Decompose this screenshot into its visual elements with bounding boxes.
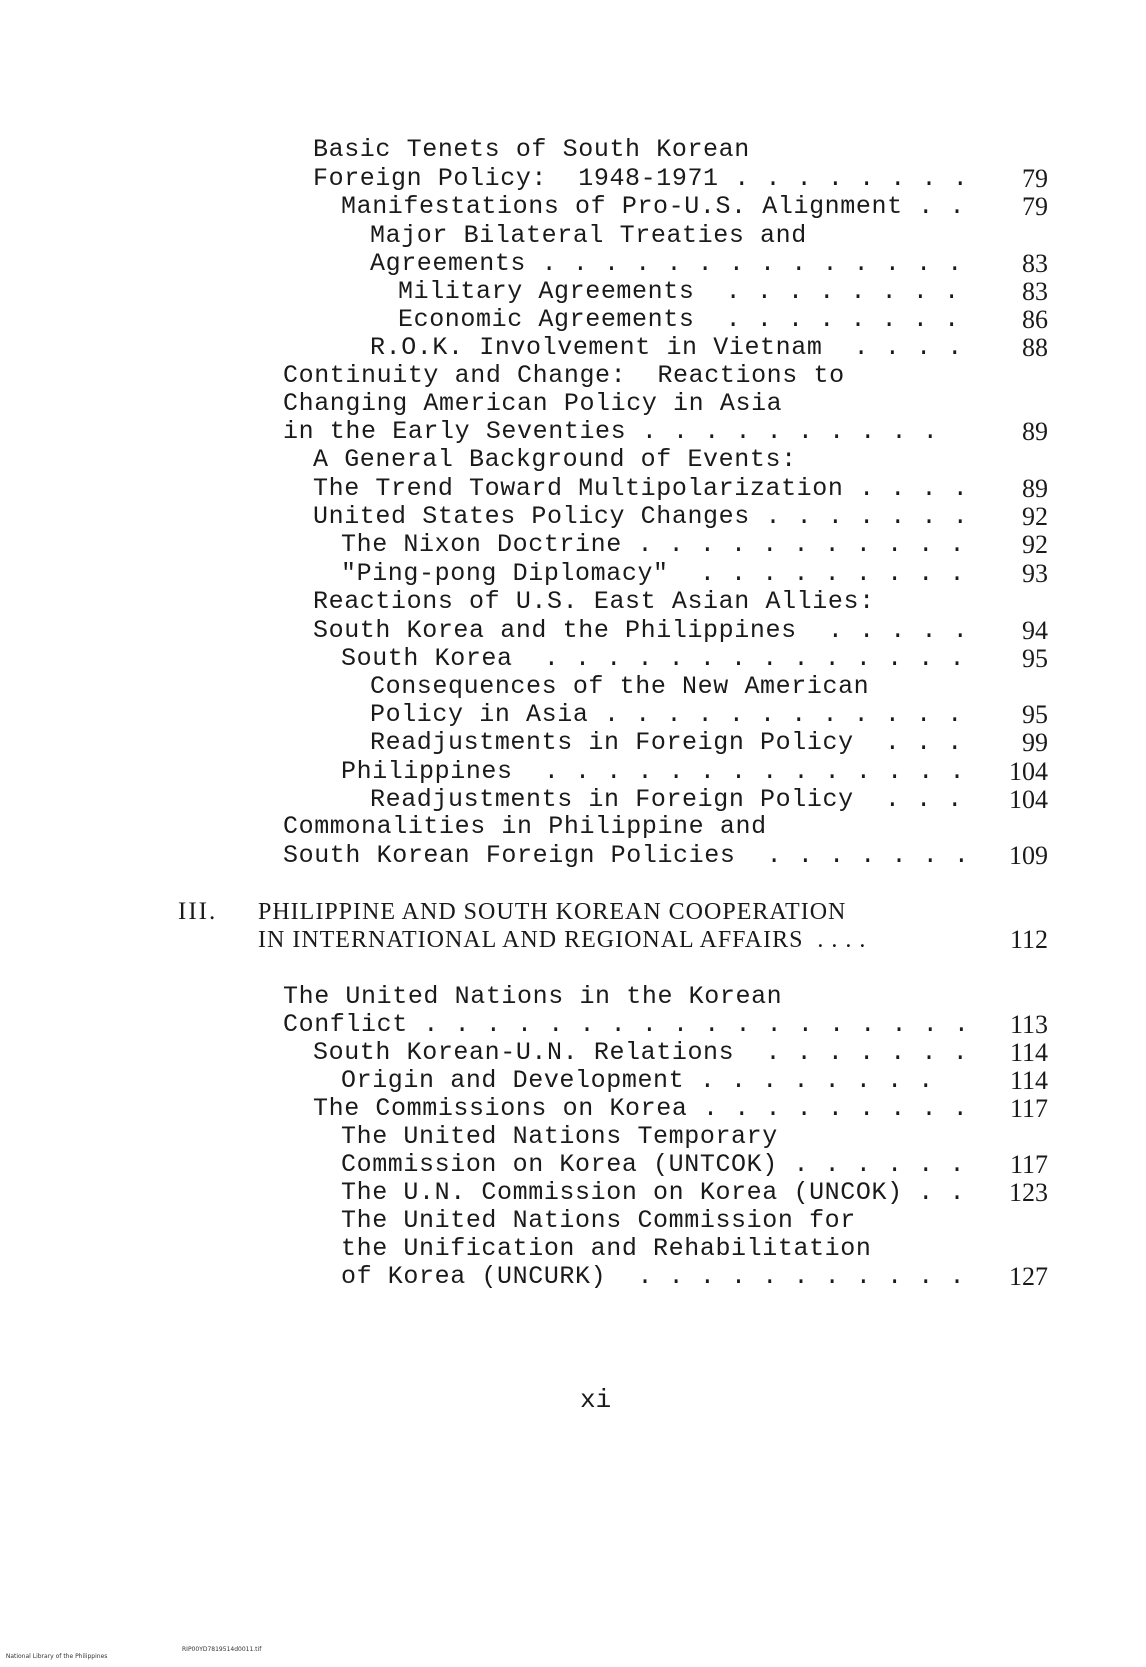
toc-page-number: 114 (1009, 1066, 1048, 1095)
toc-entry-text: Major Bilateral Treaties and (370, 221, 807, 250)
toc-entry-text: South Korean Foreign Policies . . . . . . . (283, 841, 970, 870)
toc-entry-text: South Korean-U.N. Relations . . . . . . . (313, 1038, 969, 1067)
toc-entry-text: Commonalities in Philippine and (283, 812, 767, 841)
toc-page-number: 86 (1022, 305, 1048, 334)
chapter-number: III. (178, 898, 218, 925)
toc-entry-text: United States Policy Changes . . . . . . . (313, 502, 969, 531)
toc-entry-text: Conflict . . . . . . . . . . . . . . . . . . (283, 1010, 970, 1039)
toc-page-number: 99 (1022, 728, 1048, 757)
page-folio: xi (580, 1385, 612, 1415)
toc-page-number: 88 (1022, 333, 1048, 362)
toc-page-number: 83 (1022, 277, 1048, 306)
toc-entry-text: Changing American Policy in Asia (283, 389, 783, 418)
toc-entry-text: Origin and Development . . . . . . . . (341, 1066, 934, 1095)
toc-page-number: 95 (1022, 700, 1048, 729)
toc-entry-text: Foreign Policy: 1948-1971 . . . . . . . . (313, 164, 969, 193)
toc-entry-text: The Trend Toward Multipolarization . . . . (313, 474, 969, 503)
toc-page-number: 114 (1009, 1038, 1048, 1067)
toc-page-number: 113 (1009, 1010, 1048, 1039)
toc-entry-text: The United Nations Temporary (341, 1122, 778, 1151)
toc-entry-text: Policy in Asia . . . . . . . . . . . . (370, 700, 963, 729)
toc-entry-text: Economic Agreements . . . . . . . . (398, 305, 960, 334)
footer-code: RIP00YD7819514d0011.tif (182, 1646, 262, 1653)
toc-page-number: 127 (1009, 1262, 1048, 1291)
chapter-title: PHILIPPINE AND SOUTH KOREAN COOPERATION (258, 899, 847, 925)
toc-page-number: 117 (1009, 1150, 1048, 1179)
footer-library: National Library of the Philippines (5, 1653, 108, 1660)
toc-entry-text: "Ping-pong Diplomacy" . . . . . . . . . (341, 559, 966, 588)
toc-entry-text: The Commissions on Korea . . . . . . . . . (313, 1094, 969, 1123)
toc-entry-text: Military Agreements . . . . . . . . (398, 277, 960, 306)
toc-page-number: 83 (1022, 249, 1048, 278)
toc-page-number: 95 (1022, 644, 1048, 673)
toc-page-number: 112 (1009, 925, 1048, 954)
toc-page-number: 79 (1022, 192, 1048, 221)
toc-entry-text: The U.N. Commission on Korea (UNCOK) . . (341, 1178, 966, 1207)
toc-page-number: 117 (1009, 1094, 1048, 1123)
toc-page-number: 79 (1022, 164, 1048, 193)
toc-entry-text: Readjustments in Foreign Policy . . . (370, 785, 963, 814)
toc-page-number: 94 (1022, 616, 1048, 645)
toc-entry-text: of Korea (UNCURK) . . . . . . . . . . . (341, 1262, 966, 1291)
toc-page-number: 104 (1009, 785, 1048, 814)
toc-entry-text: Consequences of the New American (370, 672, 870, 701)
toc-page-number: 92 (1022, 502, 1048, 531)
toc-page-number: 92 (1022, 530, 1048, 559)
toc-entry-text: South Korea and the Philippines . . . . . (313, 616, 969, 645)
toc-entry-text: R.O.K. Involvement in Vietnam . . . . (370, 333, 963, 362)
toc-page-number: 89 (1022, 417, 1048, 446)
toc-entry-text: the Unification and Rehabilitation (341, 1234, 872, 1263)
toc-entry-text: Agreements . . . . . . . . . . . . . . (370, 249, 963, 278)
toc-page-number: 123 (1009, 1178, 1048, 1207)
toc-entry-text: Reactions of U.S. East Asian Allies: (313, 587, 875, 616)
toc-entry-text: The Nixon Doctrine . . . . . . . . . . . (341, 530, 966, 559)
toc-entry-text: in the Early Seventies . . . . . . . . . . (283, 417, 939, 446)
toc-entry-text: The United Nations Commission for (341, 1206, 856, 1235)
toc-page-number: 104 (1009, 757, 1048, 786)
toc-entry-text: South Korea . . . . . . . . . . . . . . (341, 644, 966, 673)
toc-entry-text: The United Nations in the Korean (283, 982, 783, 1011)
toc-page-number: 89 (1022, 474, 1048, 503)
toc-page-number: 109 (1009, 841, 1048, 870)
toc-entry-text: Continuity and Change: Reactions to (283, 361, 845, 390)
toc-entry-text: Basic Tenets of South Korean (313, 135, 750, 164)
toc-entry-text: A General Background of Events: (313, 445, 797, 474)
scan-footer (2, 1646, 262, 1667)
toc-entry-text: Philippines . . . . . . . . . . . . . . (341, 757, 966, 786)
chapter-title: IN INTERNATIONAL AND REGIONAL AFFAIRS . . . . (258, 927, 867, 953)
toc-entry-text: Commission on Korea (UNTCOK) . . . . . . (341, 1150, 966, 1179)
toc-entry-text: Manifestations of Pro-U.S. Alignment . . (341, 192, 966, 221)
toc-page-number: 93 (1022, 559, 1048, 588)
toc-entry-text: Readjustments in Foreign Policy . . . (370, 728, 963, 757)
